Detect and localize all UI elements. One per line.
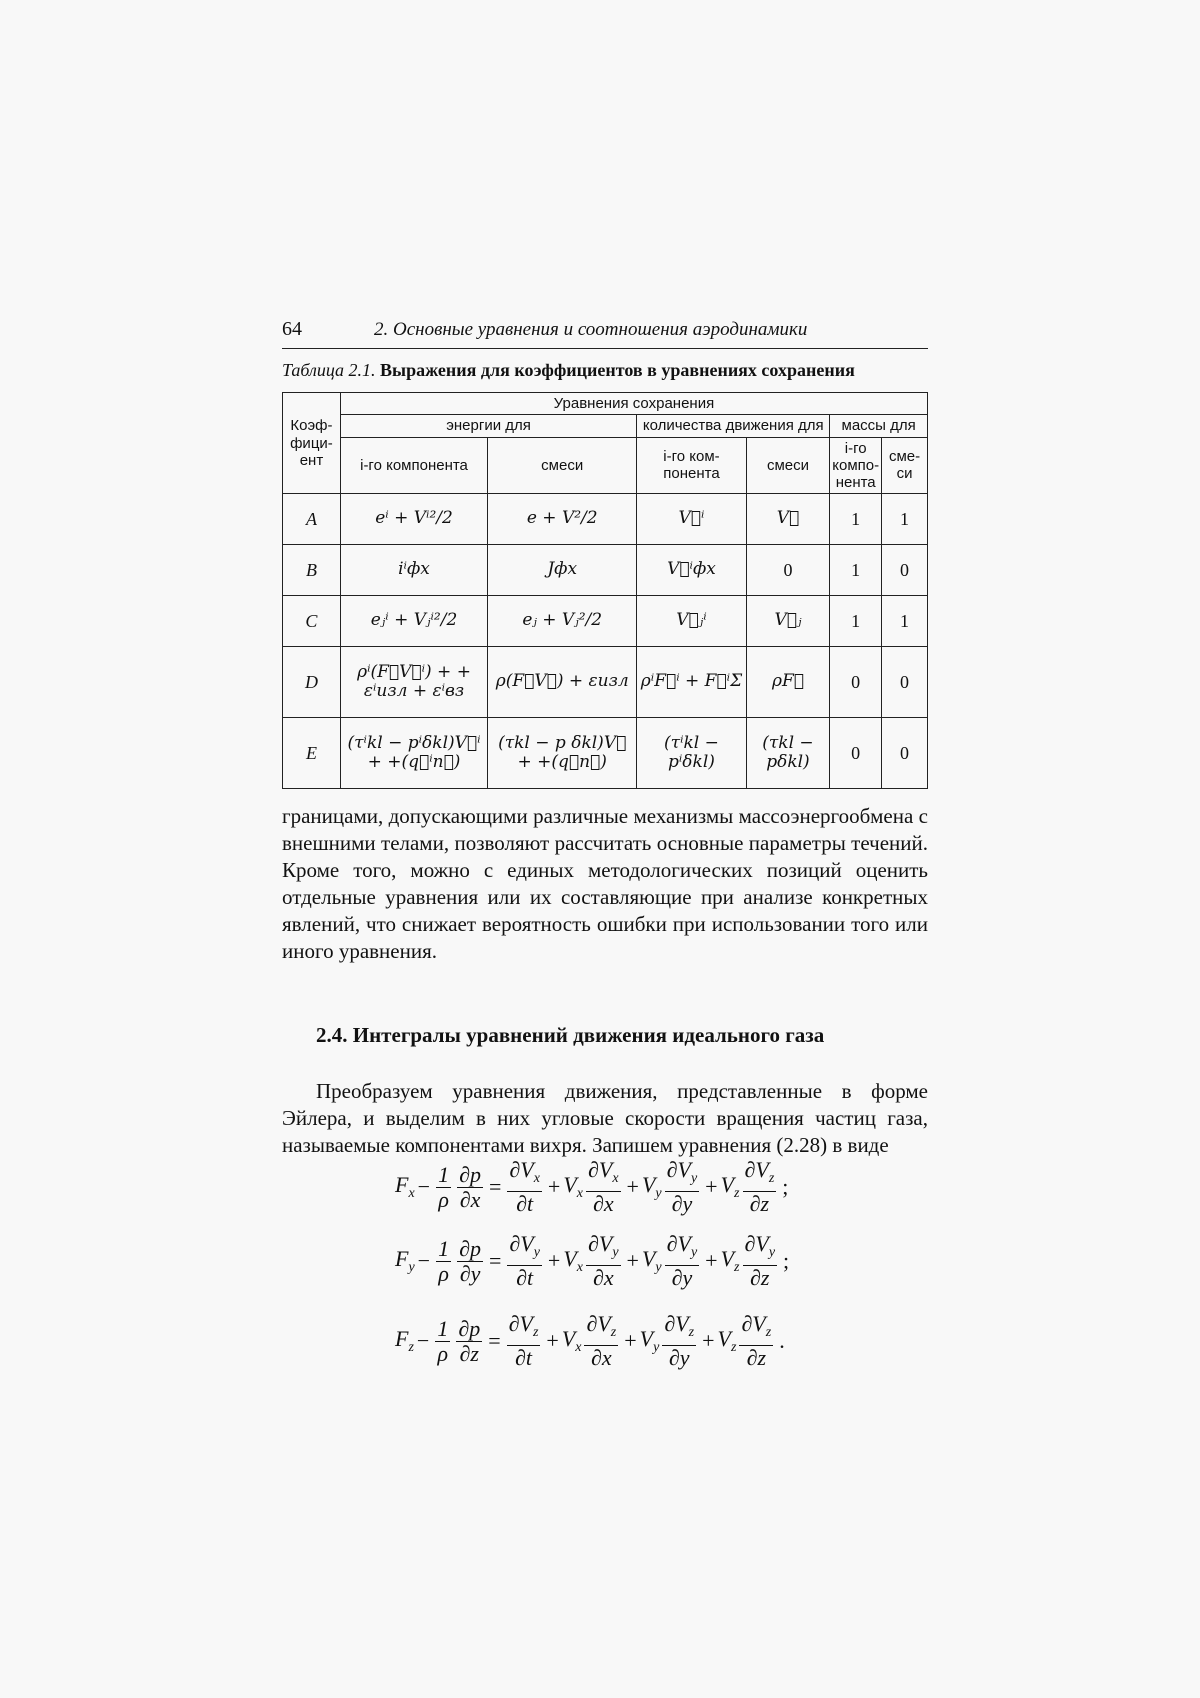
header-mass-mixture: сме-си [882, 437, 928, 494]
equation-y-end: ; [783, 1248, 790, 1273]
equation-x-end: ; [782, 1174, 789, 1199]
header-momentum-component: i-го ком-понента [637, 437, 746, 494]
table-row [283, 545, 928, 596]
cell-mass-mixture: 0 [882, 545, 928, 596]
coefficients-table [282, 392, 928, 789]
cell-energy-mixture: eⱼ + Vⱼ²/2 [488, 596, 637, 647]
cell-energy-component: (τⁱkl − pⁱδkl)V⃗ⁱ + +(q⃗ⁱn⃗) [340, 718, 487, 789]
table-row [283, 494, 928, 545]
paragraph-2: Преобразуем уравнения движения, представленные в форме Эйлера, и выделим в них угловые скорости вращения частиц газа, называемые компонентами вихря. Запишем уравнения (2.28) в виде [282, 1079, 928, 1157]
cell-momentum-mixture: (τkl − pδkl) [746, 718, 830, 789]
cell-energy-mixture: Jфх [488, 545, 637, 596]
equation-y: $F_y$ − $\frac{1}{\rho}$ $\frac{\partial p}{\partial y}$ = $\frac{\partial V_y}{\partial t}$ + $V_x$ $\frac{\partial V_y}{\partial x}$ + $V_y$ $\frac{\partial V_y}{\partial y}$ + $V_z$ $\frac{\partial V_y}{\partial z}$ ; [395, 1231, 790, 1290]
cell-momentum-component: V⃗ⁱфх [637, 545, 746, 596]
cell-momentum-mixture: 0 [746, 545, 830, 596]
row-coef: C [283, 596, 341, 647]
table-title: Выражения для коэффициентов в уравнениях сохранения [380, 360, 855, 380]
table-row [283, 647, 928, 718]
table-caption [282, 360, 942, 381]
header-coefficient: Коэф-фици-ент [283, 393, 341, 494]
paragraph-1: границами, допускающими различные механизмы массоэнергообмена с внешними телами, позволяют рассчитать основные параметры течений. Кроме того, можно с единых методологических позиций оценить отдельные уравнения или их составляющие при анализе конкретных явлений, что снижает вероятность ошибки при использовании того или иного уравнения. [282, 804, 928, 963]
cell-energy-component: eⱼⁱ + Vⱼⁱ²/2 [340, 596, 487, 647]
cell-mass-mixture: 0 [882, 647, 928, 718]
cell-mass-component: 1 [830, 596, 882, 647]
cell-momentum-mixture: ρF⃗ [746, 647, 830, 718]
row-coef: A [283, 494, 341, 545]
chapter-title: 2. Основные уравнения и соотношения аэродинамики [374, 319, 808, 340]
header-energy-component: i-го компонента [340, 437, 487, 494]
cell-energy-mixture: e + V²/2 [488, 494, 637, 545]
row-coef: B [283, 545, 341, 596]
cell-energy-component: eⁱ + Vⁱ²/2 [340, 494, 487, 545]
cell-energy-component: iⁱфх [340, 545, 487, 596]
cell-energy-component: ρⁱ(F⃗V⃗ⁱ) + + εⁱизл + εⁱвз [340, 647, 487, 718]
cell-momentum-component: V⃗ⱼⁱ [637, 596, 746, 647]
table-row [283, 718, 928, 789]
cell-energy-mixture: (τkl − p δkl)V⃗ + +(q⃗n⃗) [488, 718, 637, 789]
equation-z: $F_z$ − $\frac{1}{\rho}$ $\frac{\partial p}{\partial z}$ = $\frac{\partial V_z}{\partial t}$ + $V_x$ $\frac{\partial V_z}{\partial x}$ + $V_y$ $\frac{\partial V_z}{\partial y}$ + $V_z$ $\frac{\partial V_z}{\partial z}$ . [395, 1311, 785, 1370]
cell-mass-mixture: 1 [882, 494, 928, 545]
header-mass-component: i-го компо-нента [830, 437, 882, 494]
table-label: Таблица 2.1. [282, 360, 376, 380]
equation-x: $F_x$ − $\frac{1}{\rho}$ $\frac{\partial p}{\partial x}$ = $\frac{\partial V_x}{\partial t}$ + $V_x$ $\frac{\partial V_x}{\partial x}$ + $V_y$ $\frac{\partial V_y}{\partial y}$ + $V_z$ $\frac{\partial V_z}{\partial z}$ ; [395, 1157, 789, 1216]
header-conservation: Уравнения сохранения [340, 393, 927, 415]
cell-mass-component: 1 [830, 494, 882, 545]
running-head [282, 318, 928, 349]
cell-momentum-component: V⃗ⁱ [637, 494, 746, 545]
row-coef: D [283, 647, 341, 718]
cell-momentum-component: (τⁱkl − pⁱδkl) [637, 718, 746, 789]
header-mass: массы для [830, 415, 928, 437]
cell-energy-mixture: ρ(F⃗V⃗) + εизл [488, 647, 637, 718]
section-title: 2.4. Интегралы уравнений движения идеального газа [316, 1023, 825, 1047]
cell-momentum-mixture: V⃗ⱼ [746, 596, 830, 647]
header-energy: энергии для [340, 415, 636, 437]
cell-mass-mixture: 1 [882, 596, 928, 647]
header-energy-mixture: смеси [488, 437, 637, 494]
header-momentum: количества движения для [637, 415, 830, 437]
header-momentum-mixture: смеси [746, 437, 830, 494]
cell-mass-component: 0 [830, 647, 882, 718]
page-number: 64 [282, 318, 302, 340]
cell-mass-component: 0 [830, 718, 882, 789]
table-row [283, 596, 928, 647]
cell-momentum-mixture: V⃗ [746, 494, 830, 545]
row-coef: E [283, 718, 341, 789]
cell-mass-mixture: 0 [882, 718, 928, 789]
cell-momentum-component: ρⁱF⃗ⁱ + F⃗ⁱΣ [637, 647, 746, 718]
cell-mass-component: 1 [830, 545, 882, 596]
equation-z-end: . [779, 1328, 785, 1353]
